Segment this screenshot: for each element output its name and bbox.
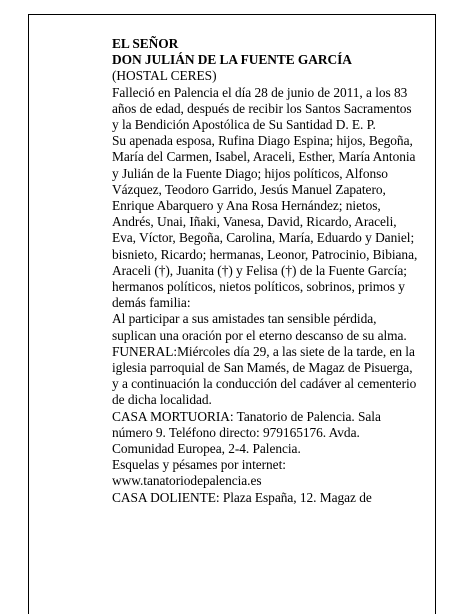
request-paragraph: Al participar a sus amistades tan sensible pérdida, suplican una oración por el eterno descanso de su alma. bbox=[112, 311, 407, 343]
residence-paragraph: CASA DOLIENTE: Plaza España, 12. Magaz de bbox=[112, 489, 372, 505]
death-paragraph: Falleció en Palencia el día 28 de junio de 2011, a los 83 años de edad, después de recibir los Santos Sacramentos y la Bendición Apostólica de Su Santidad D. E. P. bbox=[112, 84, 412, 133]
obituary-text bbox=[112, 36, 418, 506]
business-name: (HOSTAL CERES) bbox=[112, 68, 217, 84]
mortuary-paragraph: CASA MORTUORIA: Tanatorio de Palencia. Sala número 9. Teléfono directo: 979165176. Avda. Comunidad Europea, 2-4. Palencia. bbox=[112, 408, 381, 457]
deceased-name: DON JULIÁN DE LA FUENTE GARCÍA bbox=[112, 52, 352, 68]
family-paragraph: Su apenada esposa, Rufina Diago Espina; hijos, Begoña, María del Carmen, Isabel, Araceli, Esther, María Antonia y Julián de la Fuente Diago; hijos políticos, Alfonso Vázquez, Teodoro Garrido, Jesús Manuel Zapatero, Enrique Abarquero y Ana Rosa Hernández; nietos, Andrés, Unai, Iñaki, Vanesa, David, Ricardo, Araceli, Eva, Víctor, Begoña, Carolina, María, Eduardo y Daniel; bisnieto, Ricardo; hermanas, Leonor, Patrocinio, Bibiana, Araceli (†), Juanita (†) y Felisa (†) de la Fuente García; hermanos políticos, nietos políticos, sobrinos, primos y demás familia: bbox=[112, 133, 418, 311]
funeral-paragraph: FUNERAL:Miércoles día 29, a las siete de la tarde, en la iglesia parroquial de San Mamés, de Magaz de Pisuerga, y a continuación la conducción del cadáver al cementerio de dicha localidad. bbox=[112, 343, 417, 408]
title-line-1: EL SEÑOR bbox=[112, 36, 179, 51]
internet-paragraph: Esquelas y pésames por internet: www.tanatoriodepalencia.es bbox=[112, 457, 286, 489]
